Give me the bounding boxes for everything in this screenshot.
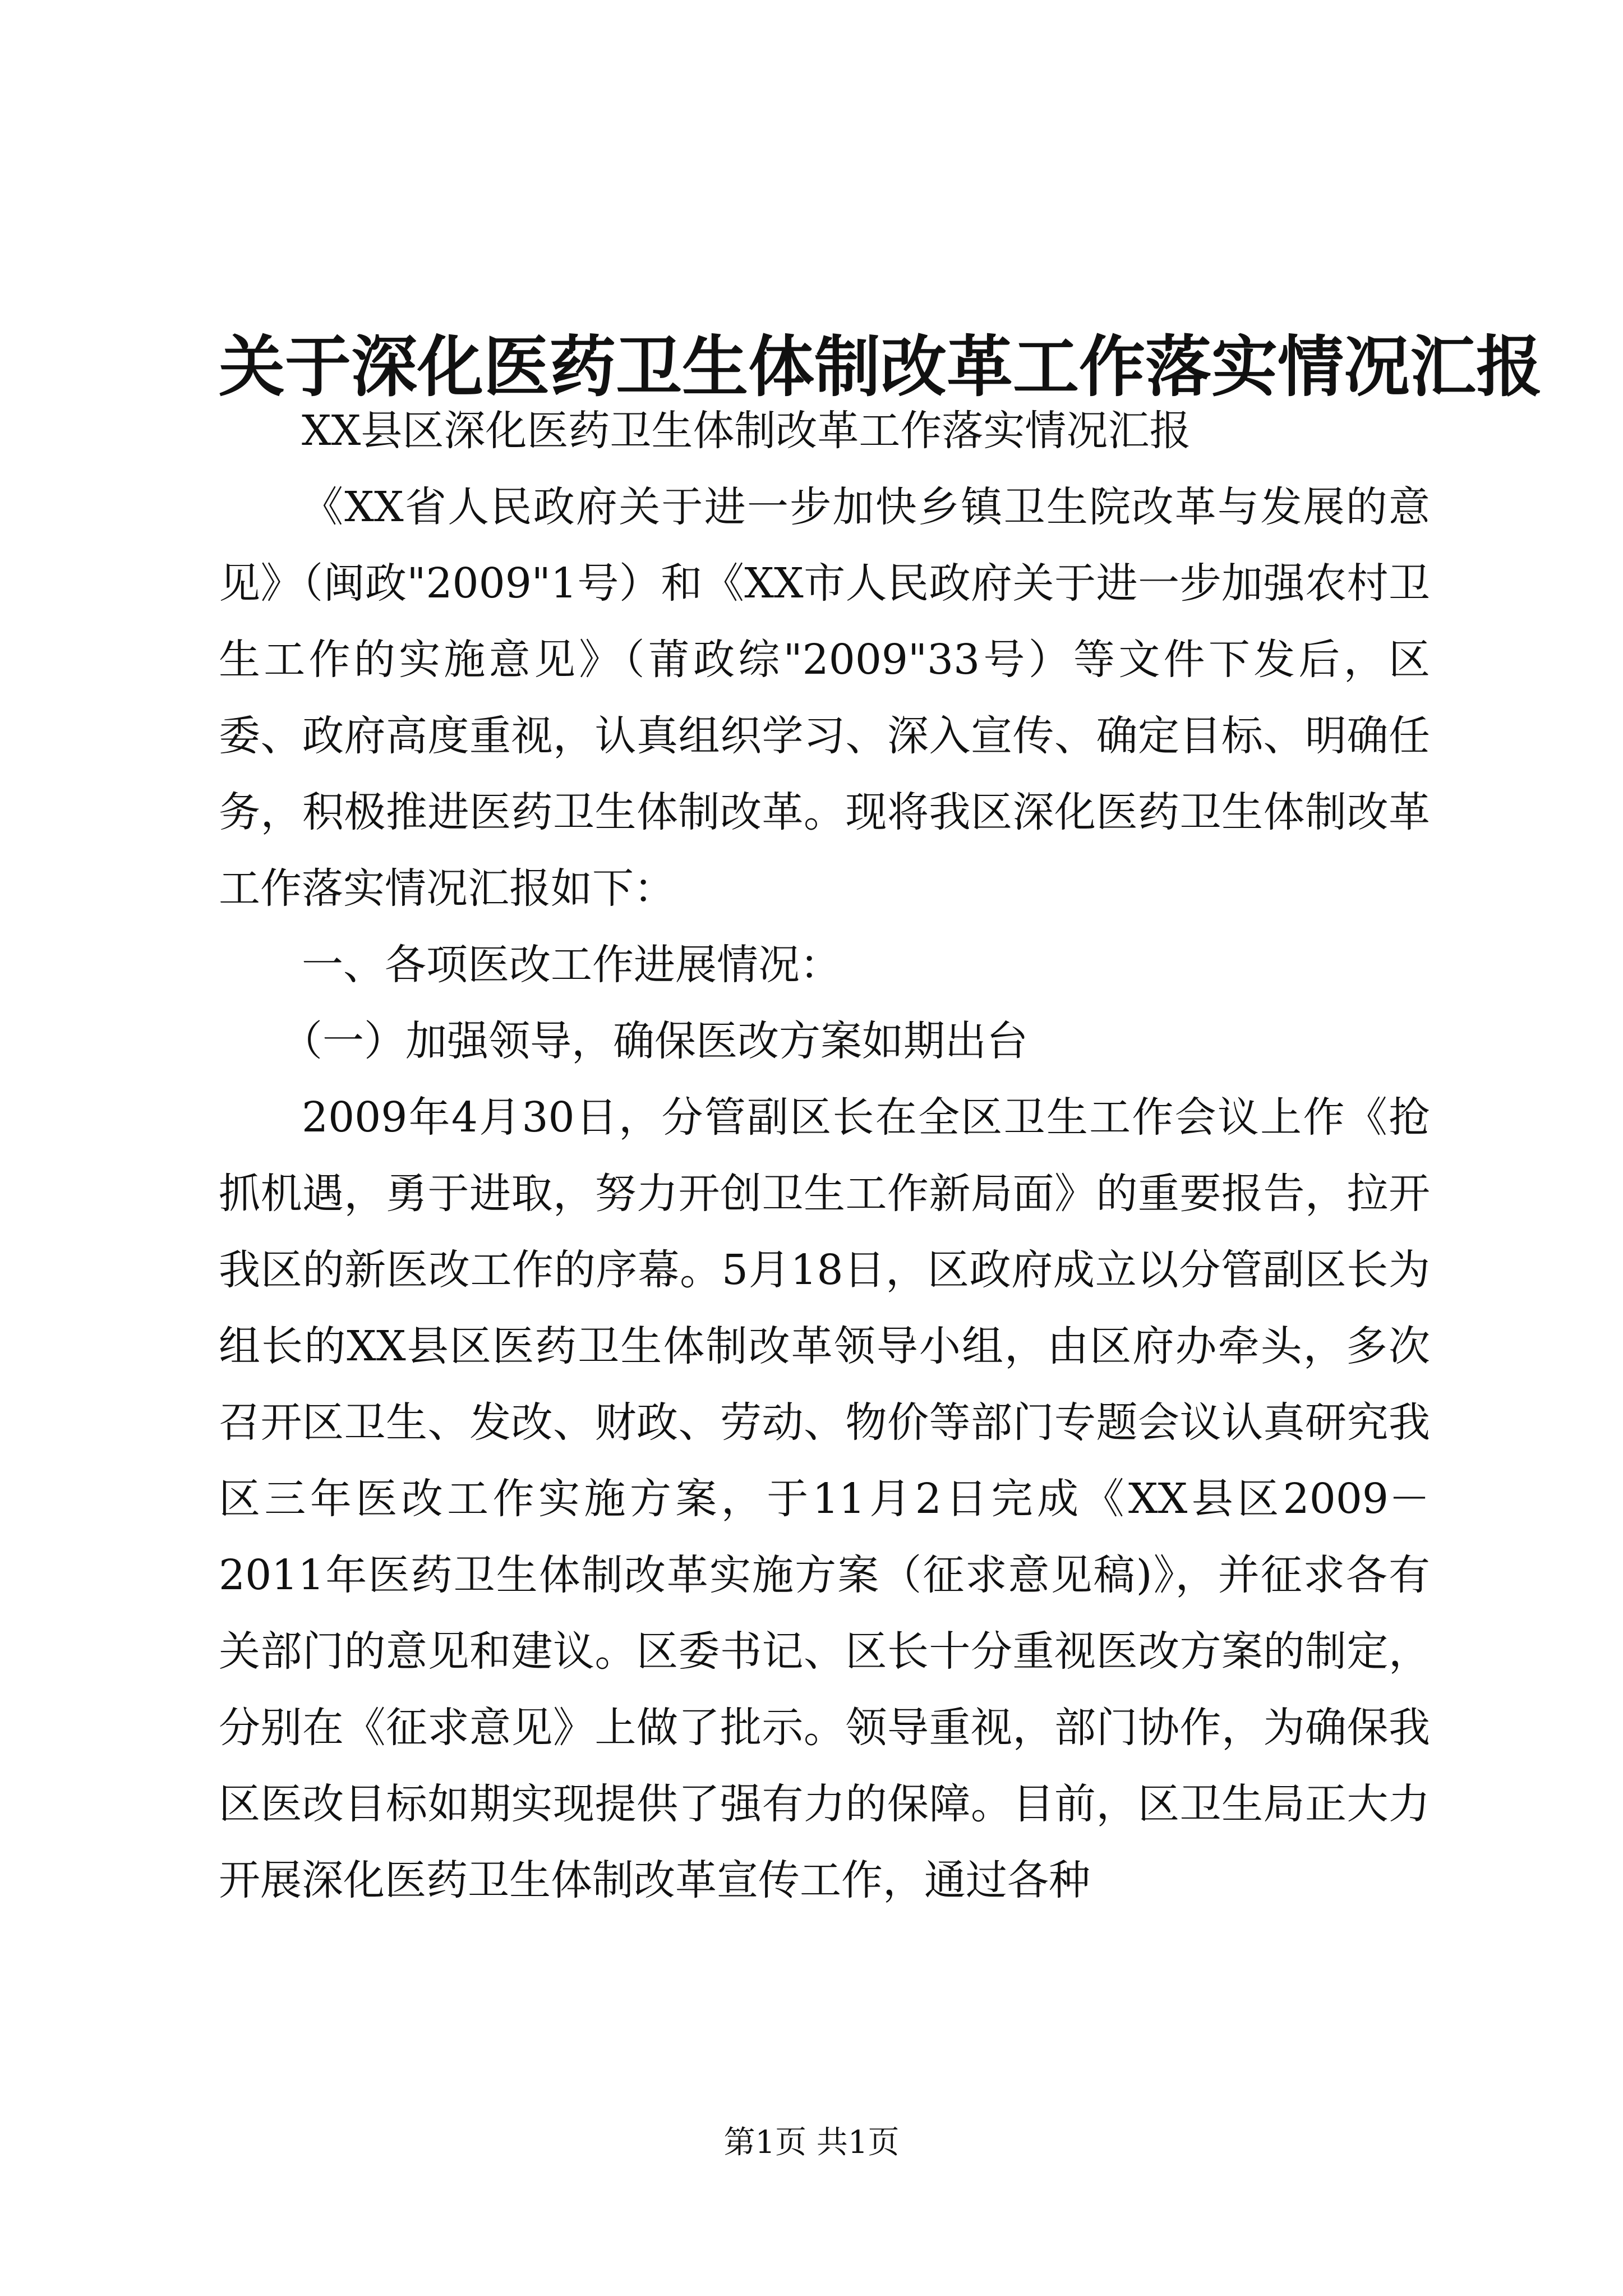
page-footer xyxy=(0,2120,1623,2165)
intro-paragraph: 《XX省人民政府关于进一步加快乡镇卫生院改革与发展的意见》（闽政"2009"1号）和《XX市人民政府关于进一步加强农村卫生工作的实施意见》（莆政综"2009"33号）等文件下发后，区委、政府高度重视，认真组织学习、深入宣传、确定目标、明确任务，积极推进医药卫生体制改革。现将我区深化医药卫生体制改革工作落实情况汇报如下： xyxy=(219,483,1430,913)
body-paragraph: 2009年4月30日，分管副区长在全区卫生工作会议上作《抢抓机遇，勇于进取，努力开创卫生工作新局面》的重要报告，拉开我区的新医改工作的序幕。5月18日，区政府成立以分管副区长为组长的XX县区医药卫生体制改革领导小组，由区府办牵头，多次召开区卫生、发改、财政、劳动、物价等部门专题会议认真研究我区三年医改工作实施方案，于11月2日完成《XX县区2009－2011年医药卫生体制改革实施方案（征求意见稿)》，并征求各有关部门的意见和建议。区委书记、区长十分重视医改方案的制定，分别在《征求意见》上做了批示。领导重视，部门协作，为确保我区医改目标如期实现提供了强有力的保障。目前，区卫生局正大力开展深化医药卫生体制改革宣传工作，通过各种 xyxy=(219,1093,1430,1904)
section-heading: 一、各项医改工作进展情况： xyxy=(302,941,841,989)
document-title: 关于深化医药卫生体制改革工作落实情况汇报 xyxy=(219,328,1543,406)
subsection-heading: （一）加强领导，确保医改方案如期出台 xyxy=(281,1017,1028,1065)
subtitle-paragraph: XX县区深化医药卫生体制改革工作落实情况汇报 xyxy=(302,407,1191,455)
document-body xyxy=(219,393,1430,1918)
page-number: 第1页 共1页 xyxy=(723,2124,900,2161)
